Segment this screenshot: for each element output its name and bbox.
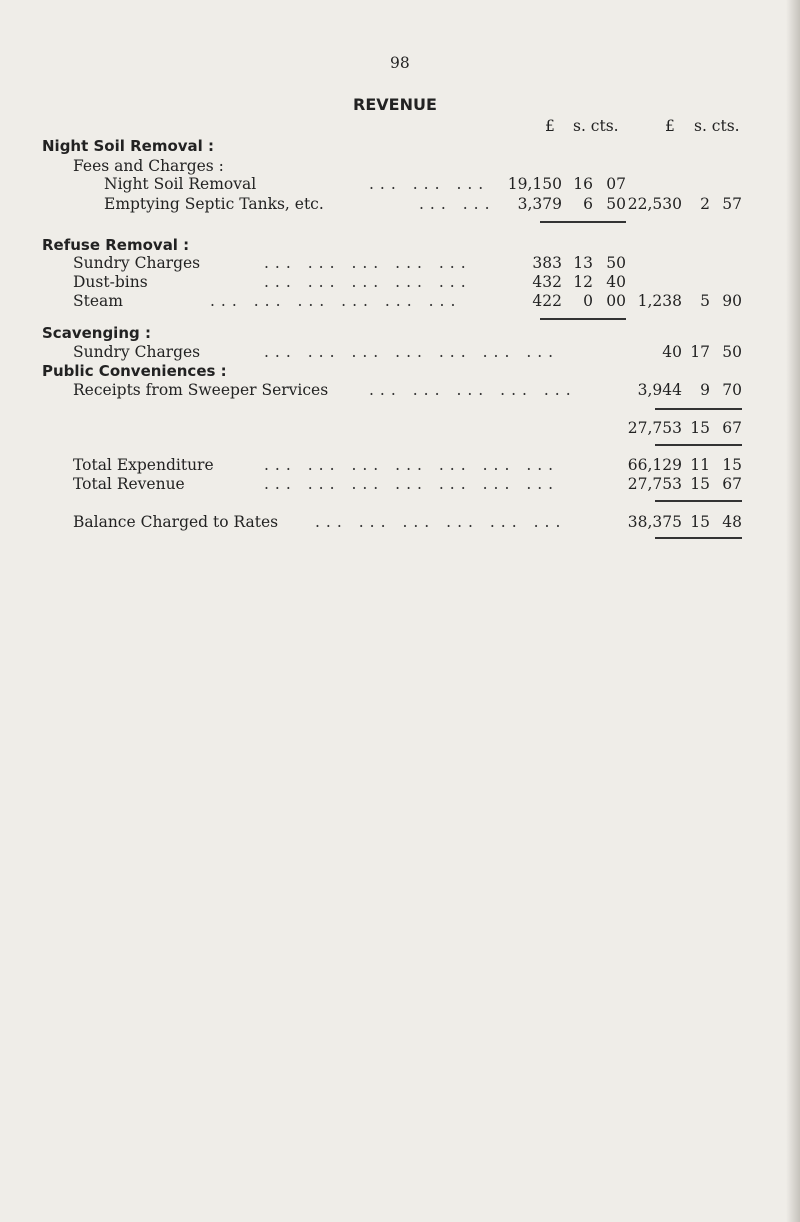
c2-cents: 50 bbox=[722, 343, 742, 361]
subtotal-rule bbox=[540, 318, 626, 320]
c2-pounds: 27,753 bbox=[627, 475, 682, 493]
c1-pounds: 383 bbox=[532, 254, 562, 272]
balance-shillings: 15 bbox=[690, 513, 710, 531]
balance-label: Balance Charged to Rates bbox=[73, 513, 279, 531]
leader-dots: ... ... ... ... ... bbox=[264, 254, 472, 272]
leader-dots: ... ... ... bbox=[369, 175, 490, 193]
total-rule bbox=[655, 408, 742, 410]
c2-cents: 57 bbox=[722, 195, 742, 213]
col1-pound-header: £ bbox=[545, 117, 555, 135]
row-label: Sundry Charges bbox=[73, 343, 201, 361]
row-label: Sundry Charges bbox=[73, 254, 201, 272]
c2-shillings: 9 bbox=[700, 381, 710, 399]
section-heading-public-conveniences: Public Conveniences : bbox=[42, 362, 227, 380]
c1-cents: 50 bbox=[606, 254, 626, 272]
summary-label-revenue: Total Revenue bbox=[73, 475, 185, 493]
c2-shillings: 15 bbox=[690, 475, 710, 493]
c1-pounds: 19,150 bbox=[507, 175, 562, 193]
balance-pounds: 38,375 bbox=[627, 513, 682, 531]
c1-cents: 00 bbox=[606, 292, 626, 310]
c2-cents: 90 bbox=[722, 292, 742, 310]
c2-pounds: 40 bbox=[662, 343, 682, 361]
row-label: Night Soil Removal bbox=[104, 175, 257, 193]
col2-pound-header: £ bbox=[665, 117, 675, 135]
c1-pounds: 3,379 bbox=[517, 195, 562, 213]
leader-dots: ... ... ... ... ... ... ... bbox=[264, 343, 560, 361]
c2-cents: 67 bbox=[722, 475, 742, 493]
c2-pounds: 66,129 bbox=[627, 456, 682, 474]
leader-dots: ... ... ... ... ... bbox=[264, 273, 472, 291]
total-shillings: 15 bbox=[690, 419, 710, 437]
c1-cents: 50 bbox=[606, 195, 626, 213]
leader-dots: ... ... ... ... ... ... bbox=[315, 513, 567, 531]
row-label: Receipts from Sweeper Services bbox=[73, 381, 329, 399]
subtotal-rule bbox=[540, 221, 626, 223]
section-heading-scavenging: Scavenging : bbox=[42, 324, 151, 342]
c2-shillings: 11 bbox=[690, 456, 710, 474]
c1-pounds: 432 bbox=[532, 273, 562, 291]
total-cents: 67 bbox=[722, 419, 742, 437]
subheading-fees-charges: Fees and Charges : bbox=[73, 157, 224, 175]
leader-dots: ... ... ... ... ... ... ... bbox=[264, 475, 560, 493]
page-title: REVENUE bbox=[353, 95, 437, 114]
page-edge-shadow bbox=[786, 0, 800, 1222]
page-number: 98 bbox=[390, 54, 410, 72]
leader-dots: ... ... ... ... ... ... bbox=[210, 292, 462, 310]
section-heading-night-soil: Night Soil Removal : bbox=[42, 137, 215, 155]
c2-pounds: 1,238 bbox=[637, 292, 682, 310]
c2-cents: 15 bbox=[722, 456, 742, 474]
total-pounds: 27,753 bbox=[627, 419, 682, 437]
total-rule bbox=[655, 444, 742, 446]
leader-dots: ... ... ... ... ... bbox=[369, 381, 577, 399]
col1-scts-header: s. cts. bbox=[573, 117, 619, 135]
c2-cents: 70 bbox=[722, 381, 742, 399]
c1-shillings: 12 bbox=[573, 273, 593, 291]
leader-dots: ... ... ... ... ... ... ... bbox=[264, 456, 560, 474]
c1-cents: 40 bbox=[606, 273, 626, 291]
c2-shillings: 17 bbox=[690, 343, 710, 361]
c1-shillings: 0 bbox=[583, 292, 593, 310]
c1-pounds: 422 bbox=[532, 292, 562, 310]
leader-dots: ... ... bbox=[419, 195, 496, 213]
c1-shillings: 16 bbox=[573, 175, 593, 193]
c2-shillings: 2 bbox=[700, 195, 710, 213]
c2-pounds: 22,530 bbox=[627, 195, 682, 213]
summary-label-expenditure: Total Expenditure bbox=[73, 456, 214, 474]
balance-double-rule bbox=[655, 537, 742, 539]
c1-shillings: 6 bbox=[583, 195, 593, 213]
c1-shillings: 13 bbox=[573, 254, 593, 272]
c2-pounds: 3,944 bbox=[637, 381, 682, 399]
row-label: Steam bbox=[73, 292, 123, 310]
section-heading-refuse: Refuse Removal : bbox=[42, 236, 190, 254]
c1-cents: 07 bbox=[606, 175, 626, 193]
row-label: Dust-bins bbox=[73, 273, 148, 291]
balance-cents: 48 bbox=[722, 513, 742, 531]
total-rule bbox=[655, 500, 742, 502]
row-label: Emptying Septic Tanks, etc. bbox=[104, 195, 324, 213]
col2-scts-header: s. cts. bbox=[694, 117, 740, 135]
c2-shillings: 5 bbox=[700, 292, 710, 310]
